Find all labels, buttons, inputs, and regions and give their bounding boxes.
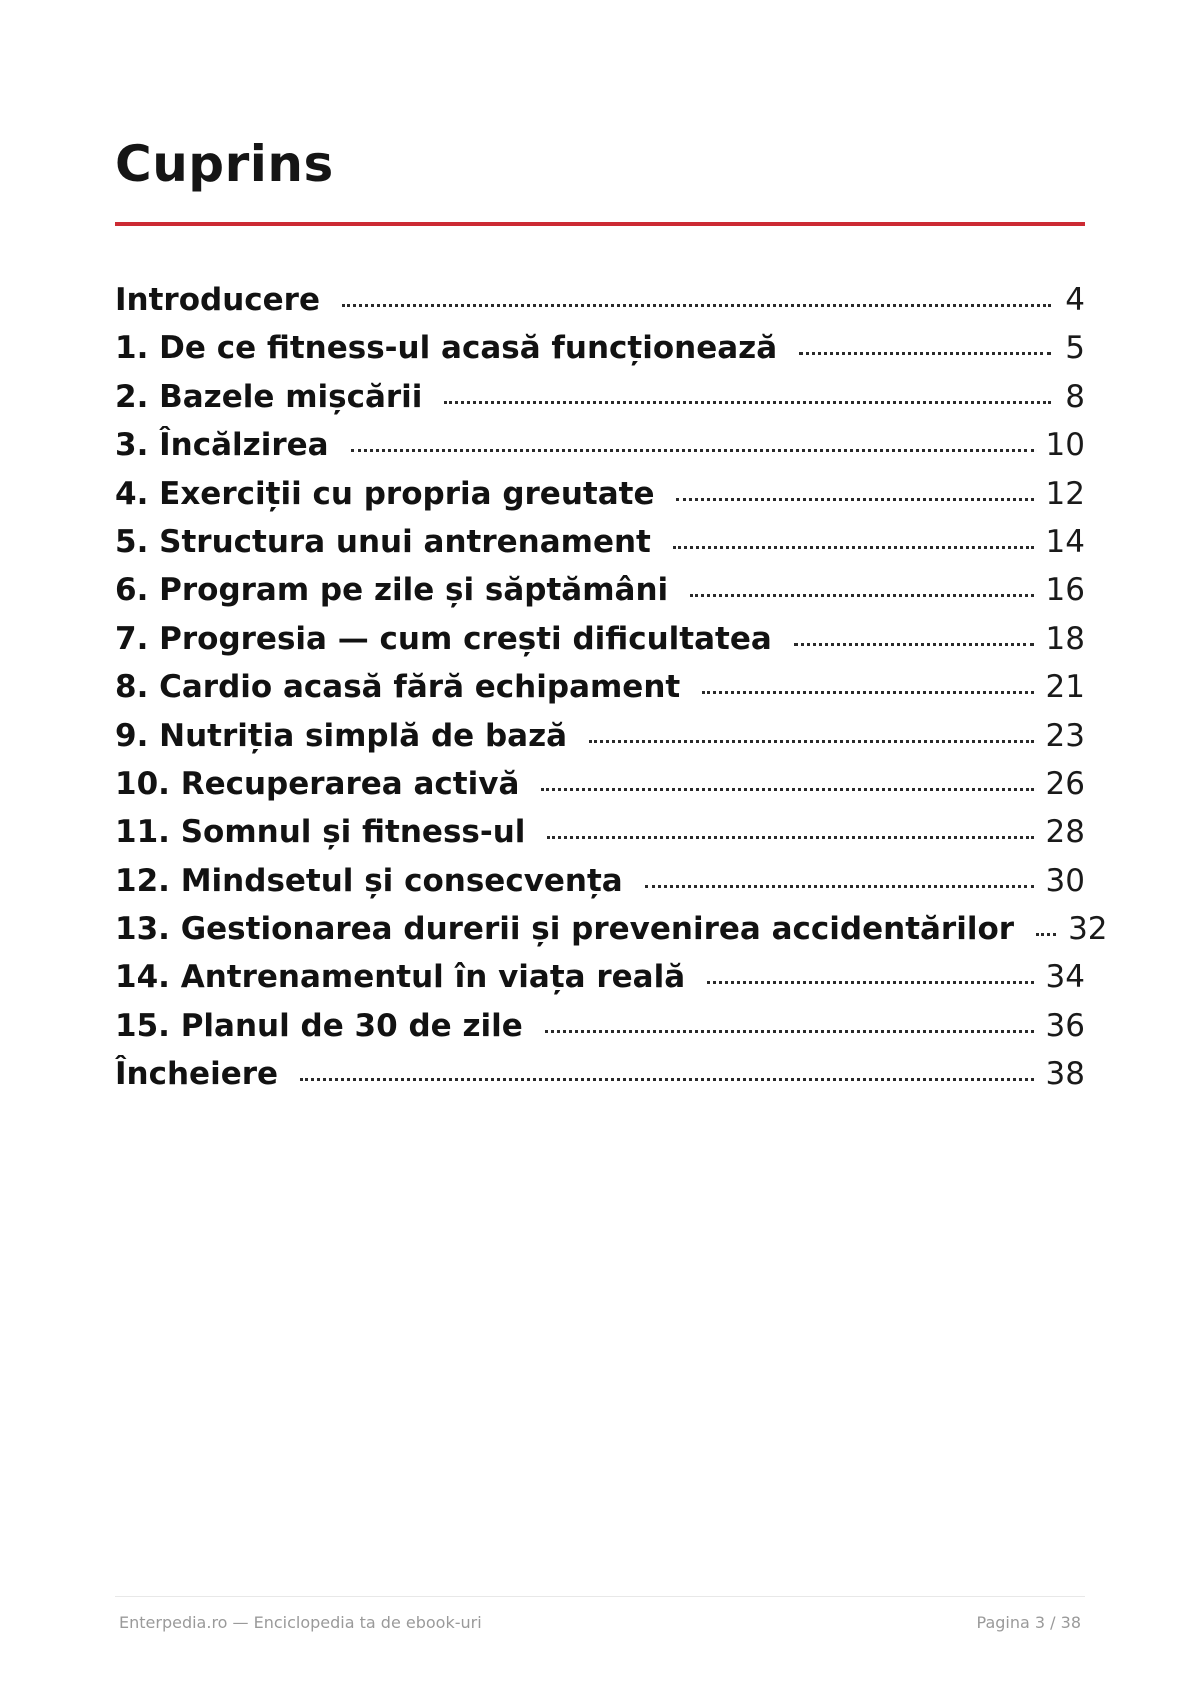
toc-entry-page-number: 38 — [1045, 1056, 1085, 1093]
toc-entry-title: 10. Recuperarea activă — [115, 765, 520, 802]
toc-dot-leader — [547, 835, 1033, 839]
toc-entry-title: 14. Antrenamentul în viața reală — [115, 959, 686, 996]
toc-entry-page-number: 8 — [1065, 378, 1085, 415]
toc-entry-title: 2. Bazele mișcării — [115, 378, 423, 415]
toc-dot-leader — [589, 739, 1034, 743]
toc-entry[interactable] — [115, 808, 1085, 856]
title-divider — [115, 222, 1085, 226]
toc-entry-title: 5. Structura unui antrenament — [115, 523, 651, 560]
toc-dot-leader — [676, 497, 1033, 501]
toc-entry-title: 4. Exerciții cu propria greutate — [115, 475, 655, 512]
table-of-contents — [115, 276, 1108, 1099]
toc-entry-title: 1. De ce fitness-ul acasă funcționează — [115, 330, 778, 367]
toc-entry[interactable] — [115, 1050, 1085, 1098]
toc-entry-page-number: 12 — [1045, 475, 1085, 512]
page-title: Cuprins — [115, 135, 334, 193]
toc-entry-page-number: 18 — [1045, 620, 1085, 657]
toc-entry-title: 9. Nutriția simplă de bază — [115, 717, 568, 754]
toc-entry-title: 6. Program pe zile și săptămâni — [115, 572, 669, 609]
toc-entry-title: 13. Gestionarea durerii și prevenirea accidentărilor — [115, 911, 1015, 948]
toc-entry[interactable] — [115, 712, 1085, 760]
toc-entry-title: 12. Mindsetul și consecvența — [115, 862, 623, 899]
toc-entry-page-number: 21 — [1045, 669, 1085, 706]
toc-entry-page-number: 28 — [1045, 814, 1085, 851]
footer-site-name: Enterpedia.ro — Enciclopedia ta de ebook-uri — [119, 1613, 482, 1632]
toc-entry[interactable] — [115, 518, 1085, 566]
toc-entry-page-number: 10 — [1045, 427, 1085, 464]
toc-entry[interactable] — [115, 373, 1085, 421]
toc-entry-page-number: 4 — [1065, 282, 1085, 318]
toc-entry-page-number: 30 — [1045, 862, 1085, 899]
toc-entry-page-number: 36 — [1045, 1007, 1085, 1044]
toc-entry-page-number: 26 — [1045, 765, 1085, 802]
toc-dot-leader — [1036, 932, 1056, 936]
toc-entry-title: 11. Somnul și fitness-ul — [115, 814, 526, 851]
toc-dot-leader — [545, 1029, 1034, 1033]
toc-entry-title: 7. Progresia — cum crești dificultatea — [115, 620, 772, 657]
toc-entry-title: Introducere — [115, 282, 320, 318]
toc-entry[interactable] — [115, 857, 1085, 905]
toc-dot-leader — [645, 884, 1034, 888]
toc-dot-leader — [799, 351, 1051, 355]
toc-dot-leader — [673, 545, 1034, 549]
toc-entry[interactable] — [115, 470, 1085, 518]
toc-entry[interactable] — [115, 324, 1085, 372]
toc-entry-page-number: 16 — [1045, 572, 1085, 609]
toc-dot-leader — [794, 642, 1034, 646]
footer-divider — [115, 1596, 1085, 1597]
toc-entry-title: 8. Cardio acasă fără echipament — [115, 669, 681, 706]
toc-entry-title: 3. Încălzirea — [115, 427, 329, 464]
toc-entry-title: Încheiere — [115, 1056, 279, 1093]
toc-entry-title: 15. Planul de 30 de zile — [115, 1007, 523, 1044]
toc-dot-leader — [342, 303, 1051, 307]
toc-entry-page-number: 14 — [1045, 523, 1085, 560]
toc-entry[interactable] — [115, 1002, 1085, 1050]
toc-dot-leader — [541, 787, 1033, 791]
toc-dot-leader — [444, 400, 1051, 404]
toc-entry[interactable] — [115, 663, 1085, 711]
footer-page-number: Pagina 3 / 38 — [976, 1613, 1081, 1632]
toc-dot-leader — [707, 980, 1033, 984]
toc-entry-page-number: 5 — [1065, 330, 1085, 367]
toc-dot-leader — [690, 593, 1033, 597]
toc-dot-leader — [351, 448, 1034, 452]
toc-entry-page-number: 34 — [1045, 959, 1085, 996]
toc-entry[interactable] — [115, 276, 1085, 324]
toc-dot-leader — [300, 1077, 1034, 1081]
toc-dot-leader — [702, 690, 1033, 694]
toc-entry-page-number: 23 — [1045, 717, 1085, 754]
toc-entry[interactable] — [115, 421, 1085, 469]
toc-entry[interactable] — [115, 953, 1085, 1001]
toc-entry[interactable] — [115, 615, 1085, 663]
toc-entry[interactable] — [115, 566, 1085, 614]
toc-entry-page-number: 32 — [1068, 911, 1108, 948]
toc-entry[interactable] — [115, 760, 1085, 808]
toc-entry[interactable] — [115, 905, 1108, 953]
